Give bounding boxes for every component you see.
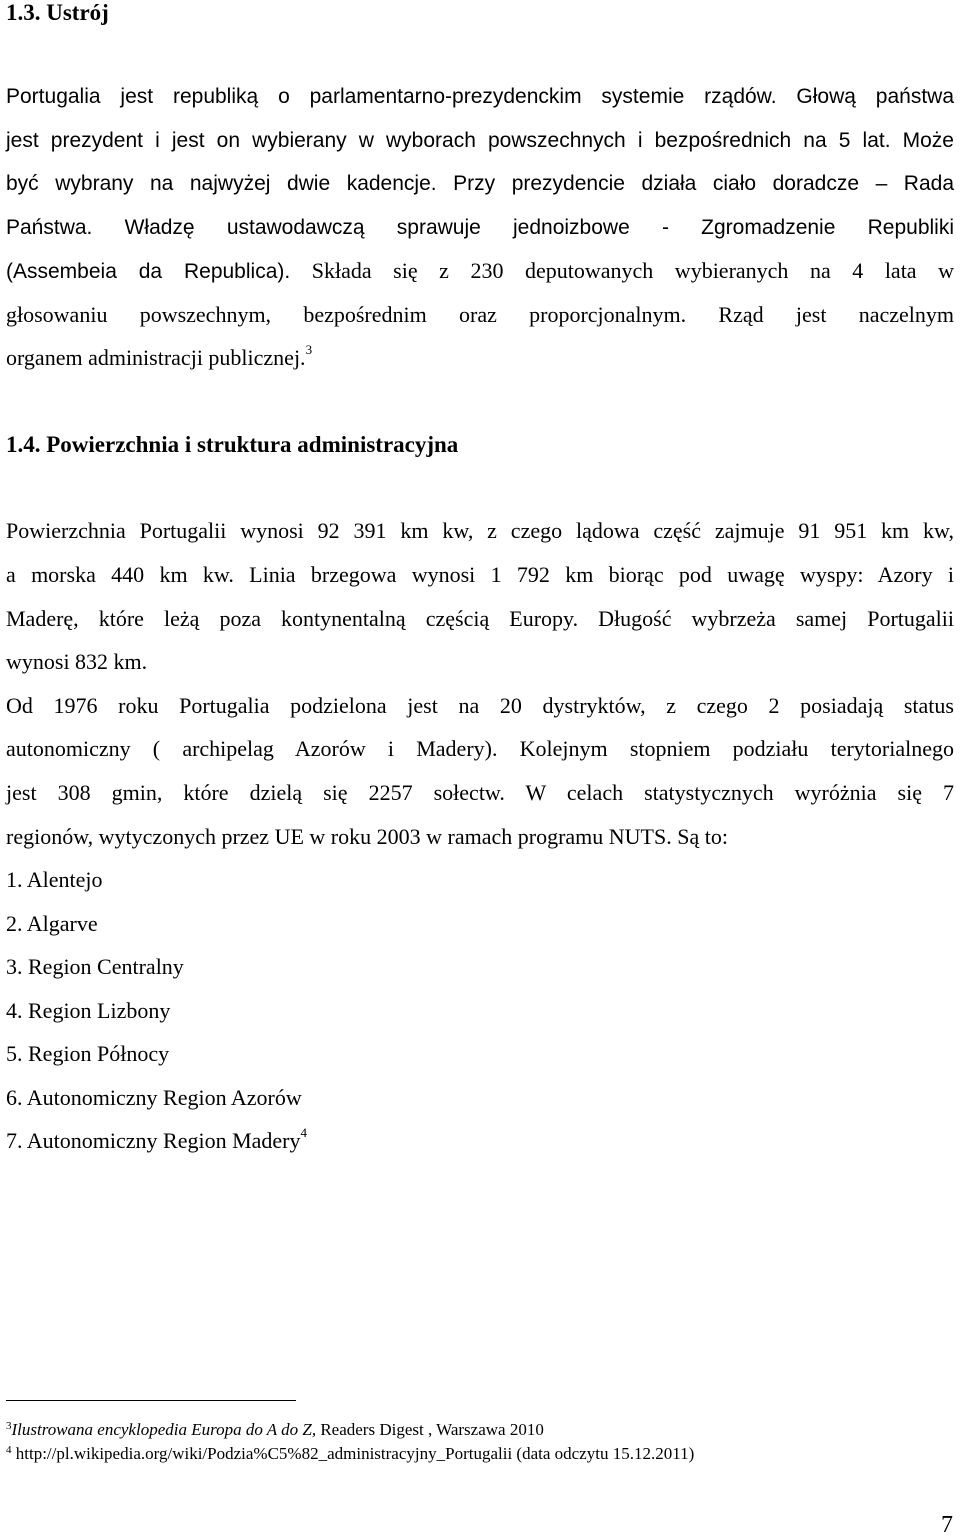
text-line [6,341,313,371]
text-line: jest prezydent i jest on wybierany w wyborach powszechnych i bezpośrednich na 5 lat. Może [6,129,954,152]
footnote-ref: 4 [300,1124,308,1140]
page-number: 7 [941,1512,953,1538]
text-line: głosowaniu powszechnym, bezpośrednim oraz proporcjonalnym. Rząd jest naczelnym [6,302,954,327]
text-span: 7. Autonomiczny Region Madery [6,1128,301,1153]
footnote-text: Readers Digest , Warszawa 2010 [316,1420,544,1439]
text-line: wynosi 832 km. [6,649,148,674]
footnote-number: 4 [6,1444,12,1457]
footnote-ref: 3 [305,341,313,357]
footnote [6,1420,544,1440]
text-line: Od 1976 roku Portugalia podzielona jest na 20 dystryktów, z czego 2 posiadają status [6,693,954,718]
text-line [6,258,954,285]
text-line: być wybrany na najwyżej dwie kadencje. Przy prezydencie działa ciało doradcze – Rada [6,172,954,195]
footnote-number: 3 [6,1420,12,1433]
list-item: 6. Autonomiczny Region Azorów [6,1085,302,1110]
list-item: 2. Algarve [6,911,98,936]
footnote-separator [6,1400,296,1401]
list-item: 1. Alentejo [6,867,103,892]
footnote-title: Ilustrowana encyklopedia Europa do A do Z, [11,1420,317,1439]
footnote-text: http://pl.wikipedia.org/wiki/Podzia%C5%82_administracyjny_Portugalii (data odczytu 15.12.2011) [11,1444,695,1463]
list-item: 5. Region Północy [6,1041,170,1066]
text-span: organem administracji publicznej. [6,345,306,370]
text-span: (Assembeia da Republica). [6,260,291,283]
list-item [6,1124,308,1154]
text-line: Maderę, które leżą poza kontynentalną częścią Europy. Długość wybrzeża samej Portugalii [6,606,954,631]
text-line: a morska 440 km kw. Linia brzegowa wynosi 1 792 km biorąc pod uwagę wyspy: Azory i [6,562,954,587]
section-heading-ustroj: 1.3. Ustrój [6,0,109,25]
text-line: autonomiczny ( archipelag Azorów i Madery). Kolejnym stopniem podziału terytorialnego [6,736,954,761]
text-line: Powierzchnia Portugalii wynosi 92 391 km kw, z czego lądowa część zajmuje 91 951 km kw, [6,518,954,543]
text-line: Państwa. Władzę ustawodawczą sprawuje jednoizbowe - Zgromadzenie Republiki [6,216,954,239]
list-item: 4. Region Lizbony [6,998,171,1023]
text-line: Portugalia jest republiką o parlamentarno-prezydenckim systemie rządów. Głową państwa [6,85,954,108]
footnote [6,1444,694,1464]
text-span: Składa się z 230 deputowanych wybieranych na 4 lata w [290,258,954,283]
section-heading-powierzchnia: 1.4. Powierzchnia i struktura administracyjna [6,432,459,457]
list-item: 3. Region Centralny [6,954,184,979]
text-line: regionów, wytyczonych przez UE w roku 2003 w ramach programu NUTS. Są to: [6,824,728,849]
text-line: jest 308 gmin, które dzielą się 2257 sołectw. W celach statystycznych wyróżnia się 7 [6,780,954,805]
